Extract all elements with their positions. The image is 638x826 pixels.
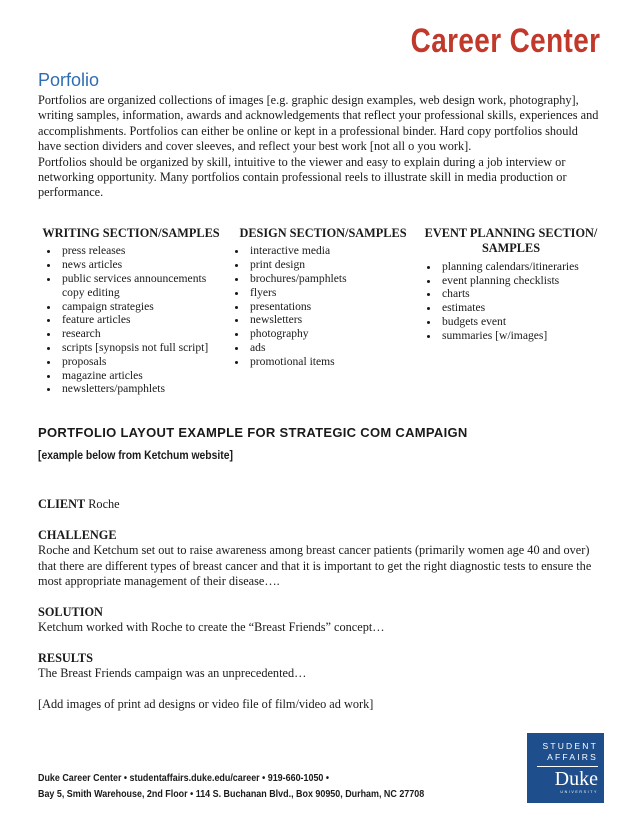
footer-address-line: Bay 5, Smith Warehouse, 2nd Floor • 114 S. Buchanan Blvd., Box 90950, Durham, NC 27708 <box>38 789 425 800</box>
intro-text <box>38 93 604 201</box>
list-item: • news articles <box>60 258 222 272</box>
list-item: • scripts [synopsis not full script] <box>60 341 222 355</box>
case-study <box>38 497 604 728</box>
list-item: • photography <box>248 327 418 341</box>
client-block <box>38 497 604 512</box>
list-item: • brochures/pamphlets <box>248 272 418 286</box>
footer <box>38 771 424 803</box>
logo-university: UNIVERSITY <box>560 790 598 794</box>
results-text: The Breast Friends campaign was an unprecedented… <box>38 666 307 681</box>
add-images-note: [Add images of print ad designs or video file of film/video ad work] <box>38 697 374 712</box>
list-item: • estimates <box>440 301 602 315</box>
list-item: • event planning checklists <box>440 274 602 288</box>
client-label: CLIENT <box>38 497 86 511</box>
list-item: • ads <box>248 341 418 355</box>
list-item: • presentations <box>248 300 418 314</box>
list-item: • summaries [w/images] <box>440 329 602 343</box>
portfolio-heading: Porfolio <box>38 70 100 90</box>
section-heading: WRITING SECTION/SAMPLES <box>42 226 220 240</box>
challenge-block <box>38 528 604 590</box>
design-section <box>228 226 418 369</box>
page-title: Career Center <box>410 22 600 60</box>
event-planning-section <box>420 226 602 343</box>
list-item: • press releases <box>60 244 222 258</box>
list-item: • planning calendars/itineraries <box>440 260 602 274</box>
writing-section <box>40 226 222 396</box>
footer-contact-line: Duke Career Center • studentaffairs.duke.edu/career • 919-660-1050 • <box>38 773 330 784</box>
list-item: • flyers <box>248 286 418 300</box>
client-value: Roche <box>85 497 120 511</box>
logo-divider <box>537 766 598 767</box>
challenge-text: Roche and Ketchum set out to raise awareness among breast cancer patients (primarily women age 40 and over) that there are different types of breast cancer and that it is important to get the right diagnostic tests to ensure the most appropriate management of their disease…. <box>38 543 592 589</box>
challenge-label: CHALLENGE <box>38 527 117 542</box>
results-block <box>38 651 604 682</box>
list-item: • budgets event <box>440 315 602 329</box>
list-item: • promotional items <box>248 355 418 369</box>
note-block <box>38 697 604 712</box>
list-item: • interactive media <box>248 244 418 258</box>
section-list <box>228 244 418 368</box>
solution-block <box>38 605 604 636</box>
intro-paragraph: Portfolios are organized collections of images [e.g. graphic design examples, web design work, photography], writing samples, information, awards and acknowledgements that reflect your professional skills, experiences and accomplishments. Portfolios can either be online or kept in a professional binder. Hard copy portfolios should have section dividers and cover sleeves, and reflect your best work [not all o you work]. <box>38 93 599 154</box>
list-item: • public services announcements copy editing <box>60 272 222 300</box>
logo-line-student: STUDENT <box>542 741 598 751</box>
section-heading: DESIGN SECTION/SAMPLES <box>239 226 407 240</box>
list-item: • proposals <box>60 355 222 369</box>
solution-text: Ketchum worked with Roche to create the “Breast Friends” concept… <box>38 620 385 635</box>
logo-duke: Duke <box>554 768 598 790</box>
solution-label: SOLUTION <box>38 604 103 619</box>
list-item: • magazine articles <box>60 369 222 383</box>
list-item: • research <box>60 327 222 341</box>
intro-paragraph: Portfolios should be organized by skill, intuitive to the viewer and easy to explain during a job interview or networking opportunity. Many portfolios contain professional reels to illustrate skill in media production or performance. <box>38 154 567 200</box>
logo-line-affairs: AFFAIRS <box>547 752 598 762</box>
layout-example-heading: PORTFOLIO LAYOUT EXAMPLE FOR STRATEGIC COM CAMPAIGN <box>38 425 468 440</box>
list-item: • charts <box>440 287 602 301</box>
list-item: • newsletters/pamphlets <box>60 382 222 396</box>
list-item: • campaign strategies <box>60 300 222 314</box>
list-item: • print design <box>248 258 418 272</box>
layout-example-subheading: [example below from Ketchum website] <box>38 448 233 462</box>
list-item: • feature articles <box>60 313 222 327</box>
list-item: • newsletters <box>248 313 418 327</box>
section-list <box>420 260 602 343</box>
duke-student-affairs-logo <box>527 733 604 803</box>
section-heading: EVENT PLANNING SECTION/ SAMPLES <box>424 226 598 256</box>
section-list <box>40 244 222 396</box>
results-label: RESULTS <box>38 651 93 666</box>
